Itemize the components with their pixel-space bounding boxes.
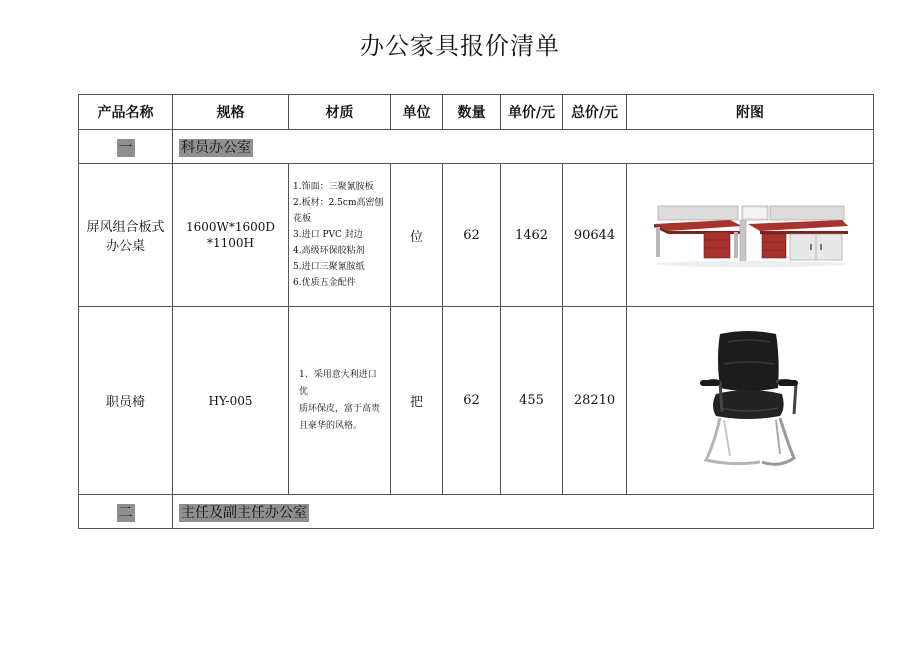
product-qty: 62: [443, 164, 501, 307]
product-spec: [173, 307, 289, 495]
header-row: [79, 95, 874, 130]
material-line: 5.进口三聚氰胺纸: [293, 262, 365, 272]
product-unit: 把: [391, 307, 443, 495]
product-qty: 62: [443, 307, 501, 495]
section-number: 一: [118, 139, 133, 156]
product-name-line: 屏风组合板式: [86, 220, 165, 235]
material-line: 花板: [293, 214, 312, 224]
header-spec: 规格: [173, 95, 289, 130]
header-material: 材质: [289, 95, 391, 130]
header-qty: 数量: [443, 95, 501, 130]
section-row: [79, 495, 874, 529]
product-total: 90644: [563, 164, 627, 307]
page-title: 办公家具报价清单: [360, 32, 560, 60]
header-total: 总价/元: [563, 95, 627, 130]
spec-line: *1100H: [206, 236, 254, 250]
section-row: [79, 130, 874, 164]
desk-workstation-image: [650, 200, 850, 270]
product-name: [79, 164, 173, 307]
product-name-line: 办公桌: [105, 239, 145, 254]
material-line: 6.优质五金配件: [293, 278, 356, 288]
product-name: [79, 307, 173, 495]
product-unit-price: 455: [501, 307, 563, 495]
section-number: 二: [118, 504, 133, 521]
material-line: 4.高级环保胶粘剂: [293, 246, 365, 256]
product-total: 28210: [563, 307, 627, 495]
product-unit-price: 1462: [501, 164, 563, 307]
spec-line: HY-005: [208, 393, 253, 408]
table-row: [79, 307, 874, 495]
quote-table: [78, 94, 874, 529]
header-unit-price: 单价/元: [501, 95, 563, 130]
spec-line: 1600W*1600D: [185, 220, 276, 234]
product-image-cell: [627, 164, 874, 307]
header-unit: 单位: [391, 95, 443, 130]
product-image-cell: [627, 307, 874, 495]
product-material: [289, 164, 391, 307]
table-row: [79, 164, 874, 307]
product-spec: [173, 164, 289, 307]
material-line: 1、采用意大利进口优: [299, 369, 377, 397]
header-name: 产品名称: [79, 95, 173, 130]
section-name: 科员办公室: [181, 139, 251, 156]
material-line: 1.饰面：三聚氰胺板: [293, 182, 374, 192]
product-unit: 位: [391, 164, 443, 307]
material-line: 3.进口 PVC 封边: [293, 230, 363, 240]
material-line: 2.板材：2.5cm高密刨: [293, 198, 384, 208]
product-material: [289, 307, 391, 495]
material-line: 质环保皮，富于高贵: [299, 403, 381, 414]
office-chair-image: [690, 328, 810, 474]
section-name: 主任及副主任办公室: [181, 504, 307, 521]
product-name-line: 职员椅: [105, 395, 145, 410]
material-line: 且豪华的风格。: [299, 420, 363, 431]
header-image: 附图: [627, 95, 874, 130]
